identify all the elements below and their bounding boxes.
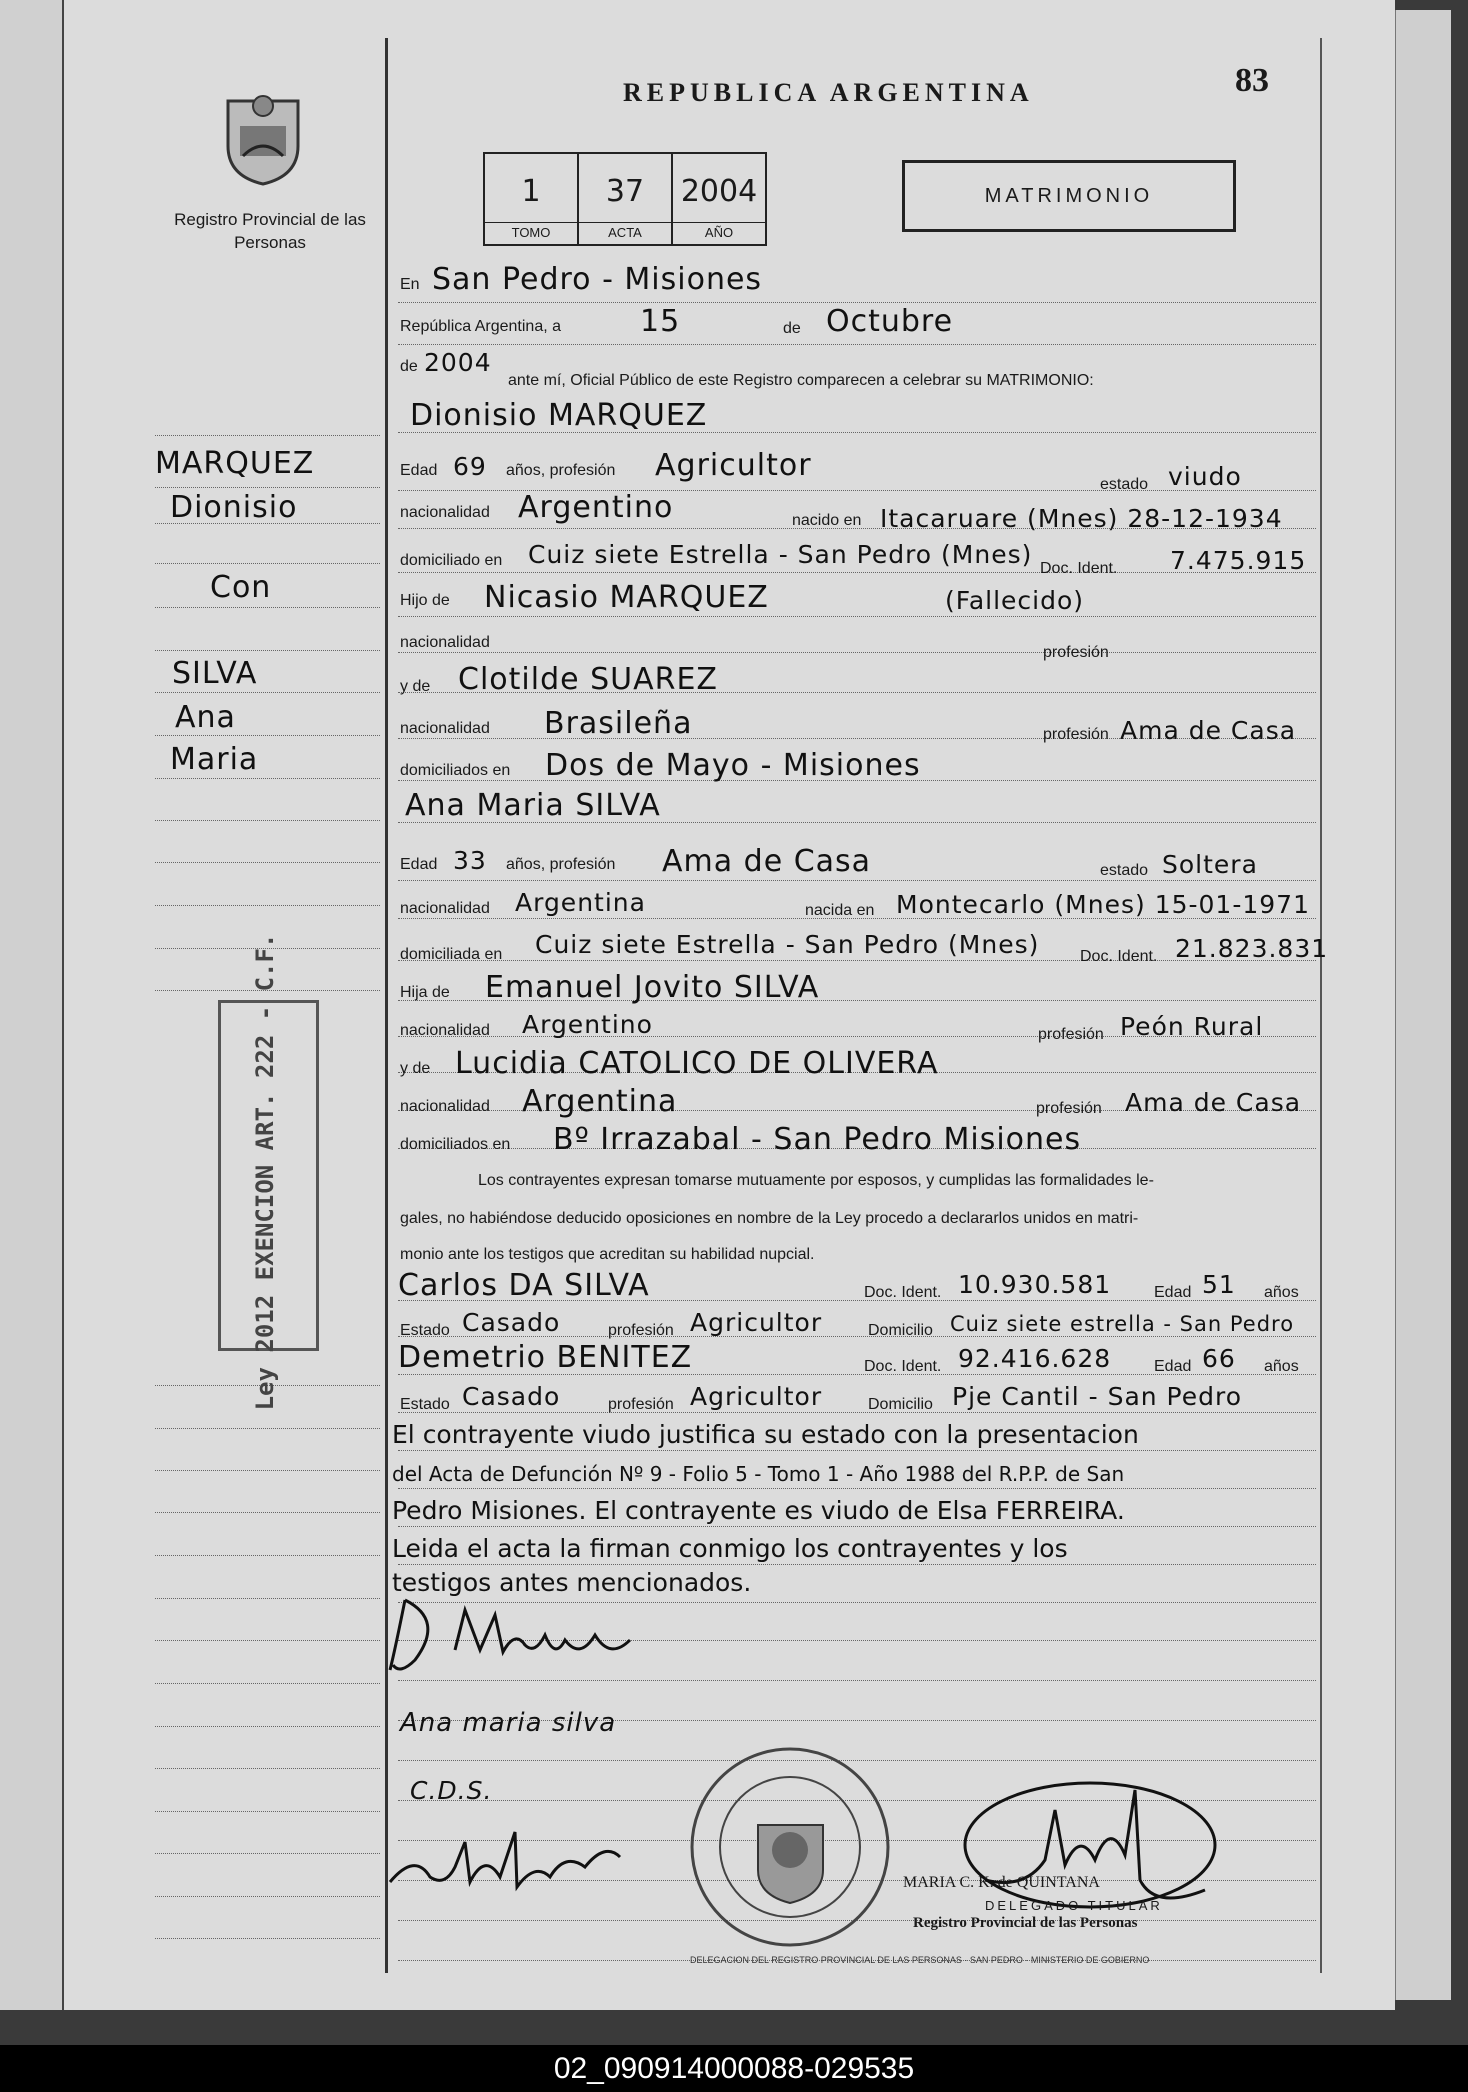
margin-rule — [155, 735, 380, 736]
label-nacido-en: nacido en — [792, 512, 862, 529]
label-edad: Edad — [400, 462, 438, 479]
margin-rule — [155, 1598, 380, 1599]
label-nacionalidad-f: nacionalidad — [400, 634, 490, 651]
label-domiciliados: domiciliados en — [400, 762, 511, 779]
label-profesion-f: profesión — [1043, 644, 1109, 661]
label-nacionalidad-m: nacionalidad — [400, 720, 490, 737]
label-de: de — [783, 320, 801, 337]
margin-rule — [155, 607, 380, 608]
form-rule — [398, 1680, 1316, 1681]
margin-rule — [155, 1640, 380, 1641]
month-value: Octubre — [826, 304, 954, 339]
groom-birth: Itacaruare (Mnes) 28-12-1934 — [880, 504, 1283, 533]
bride-nationality: Argentina — [515, 888, 646, 917]
label-y-de: y de — [400, 678, 431, 695]
label-nacionalidad-b: nacionalidad — [400, 900, 490, 917]
groom-mother: Clotilde SUAREZ — [458, 662, 718, 697]
witness2-age: 66 — [1202, 1344, 1236, 1373]
witness1-status: Casado — [462, 1308, 561, 1337]
official-name: MARIA C. K. de QUINTANA — [903, 1874, 1100, 1891]
page-stack-edge — [1395, 10, 1451, 2000]
groom-status: viudo — [1168, 462, 1242, 491]
tomo-cell — [485, 154, 579, 244]
margin-rule — [155, 1768, 380, 1769]
form-rule — [398, 880, 1316, 881]
witness1-doc: 10.930.581 — [958, 1270, 1112, 1299]
groom-mother-profession: Ama de Casa — [1120, 716, 1297, 745]
tomo-label: TOMO — [485, 222, 577, 240]
label-edad-w2: Edad — [1154, 1358, 1192, 1375]
form-rule — [398, 1488, 1316, 1489]
margin-rule — [155, 905, 380, 906]
acta-cell — [579, 154, 673, 244]
form-rule — [398, 1564, 1316, 1565]
witness1-domicile: Cuiz siete estrella - San Pedro — [950, 1312, 1295, 1336]
form-rule — [398, 302, 1316, 303]
anio-cell — [673, 154, 765, 244]
bride-age: 33 — [453, 846, 487, 875]
bride-father-nationality: Argentino — [522, 1010, 653, 1039]
seal-text: DELEGACION DEL REGISTRO PROVINCIAL DE LAS PERSONAS · SAN PEDRO · MINISTERIO DE GOBIERNO — [690, 1955, 1150, 1965]
witness2-doc: 92.416.628 — [958, 1344, 1112, 1373]
margin-rule — [155, 820, 380, 821]
margin-bride-name2: Maria — [170, 742, 259, 777]
form-rule — [398, 1450, 1316, 1451]
label-edad-w1: Edad — [1154, 1284, 1192, 1301]
declaration-line2: gales, no habiéndose deducido oposiciones en nombre de la Ley procedo a declararlos unidos en matri- — [400, 1210, 1139, 1227]
anio-value: 2004 — [680, 174, 758, 209]
label-hija-de: Hija de — [400, 984, 450, 1001]
groom-signature — [385, 1590, 645, 1680]
margin-rule — [155, 1811, 380, 1812]
registry-label: Registro Provincial de las Personas — [174, 210, 366, 252]
bride-domicile: Cuiz siete Estrella - San Pedro (Mnes) — [535, 930, 1040, 959]
bride-signature: Ana maria silva — [400, 1708, 617, 1738]
margin-rule — [155, 1555, 380, 1556]
label-nacionalidad: nacionalidad — [400, 504, 490, 521]
country-title: REPUBLICA ARGENTINA — [623, 78, 1034, 107]
bride-status: Soltera — [1162, 850, 1258, 879]
groom-name: Dionisio MARQUEZ — [410, 398, 708, 433]
margin-rule — [155, 1938, 380, 1939]
bride-father-profession: Peón Rural — [1120, 1012, 1264, 1041]
label-doc-ident: Doc. Ident. — [1040, 560, 1118, 577]
folio-number: 83 — [1235, 62, 1269, 99]
note-line4: Leida el acta la firman conmigo los contrayentes y los — [392, 1534, 1068, 1563]
groom-father: Nicasio MARQUEZ — [484, 580, 769, 615]
label-domicilio-w1: Domicilio — [868, 1322, 933, 1339]
place-value: San Pedro - Misiones — [432, 262, 763, 297]
record-number-box — [483, 152, 767, 246]
margin-rule — [155, 487, 380, 488]
margin-rule — [155, 1470, 380, 1471]
note-line1: El contrayente viudo justifica su estado con la presentacion — [392, 1420, 1139, 1449]
groom-parents-domicile: Dos de Mayo - Misiones — [545, 748, 921, 783]
image-caption: 02_090914000088-029535 — [0, 2045, 1468, 2092]
form-rule — [398, 1526, 1316, 1527]
label-estado: estado — [1100, 476, 1149, 493]
note-line2: del Acta de Defunción Nº 9 - Folio 5 - Tomo 1 - Año 1988 del R.P.P. de San — [392, 1462, 1125, 1486]
margin-rule — [155, 435, 380, 436]
margin-bride-surname: SILVA — [172, 656, 258, 691]
witness2-profession: Agricultor — [690, 1382, 823, 1411]
acta-value: 37 — [605, 174, 645, 209]
label-y-de-b: y de — [400, 1060, 431, 1077]
label-domicilio-w2: Domicilio — [868, 1396, 933, 1413]
label-profesion-m: profesión — [1043, 726, 1109, 743]
margin-rule — [155, 692, 380, 693]
form-rule — [398, 1412, 1316, 1413]
groom-age: 69 — [453, 452, 487, 481]
note-line3: Pedro Misiones. El contrayente es viudo de Elsa FERREIRA. — [392, 1496, 1125, 1525]
label-doc-ident-w2: Doc. Ident. — [864, 1358, 942, 1375]
margin-rule — [155, 1896, 380, 1897]
label-anos-w2: años — [1264, 1358, 1299, 1375]
label-profesion-w2: profesión — [608, 1396, 674, 1413]
groom-profession: Agricultor — [655, 448, 812, 483]
label-estado-b: estado — [1100, 862, 1149, 879]
bride-mother-profession: Ama de Casa — [1125, 1088, 1302, 1117]
label-anos-profesion: años, profesión — [506, 462, 616, 479]
bride-father: Emanuel Jovito SILVA — [485, 970, 820, 1005]
margin-rule — [155, 1512, 380, 1513]
label-edad-b: Edad — [400, 856, 438, 873]
margin-rule — [155, 778, 380, 779]
witness1-name: Carlos DA SILVA — [398, 1268, 650, 1303]
witness1-profession: Agricultor — [690, 1308, 823, 1337]
witness1-initials: C.D.S. — [410, 1776, 493, 1805]
bride-profession: Ama de Casa — [662, 844, 872, 879]
bride-mother: Lucidia CATOLICO DE OLIVERA — [455, 1046, 939, 1081]
margin-bride-name1: Ana — [175, 700, 236, 735]
margin-groom-surname: MARQUEZ — [155, 446, 315, 481]
official-seal — [688, 1745, 893, 1950]
label-domiciliado: domiciliado en — [400, 552, 503, 569]
provincial-shield-logo — [218, 86, 308, 186]
label-anos-w1: años — [1264, 1284, 1299, 1301]
label-nacida-en: nacida en — [805, 902, 875, 919]
year-value: 2004 — [424, 348, 492, 377]
right-border — [1320, 38, 1322, 1973]
margin-rule — [155, 650, 380, 651]
witness2-status: Casado — [462, 1382, 561, 1411]
label-de2: de — [400, 358, 418, 375]
exemption-stamp-text: Ley 2012 EXENCION ART. 222 - C.F. — [251, 933, 279, 1411]
witness2-name: Demetrio BENITEZ — [398, 1340, 693, 1375]
note-line5: testigos antes mencionados. — [392, 1568, 752, 1597]
margin-divider — [385, 38, 388, 1973]
groom-doc: 7.475.915 — [1170, 546, 1307, 575]
declaration-line3: monio ante los testigos que acreditan su habilidad nupcial. — [400, 1246, 815, 1263]
anio-label: AÑO — [673, 222, 765, 240]
witness2-domicile: Pje Cantil - San Pedro — [952, 1382, 1243, 1411]
label-profesion-bf: profesión — [1038, 1026, 1104, 1043]
label-nacionalidad-bm: nacionalidad — [400, 1098, 490, 1115]
margin-rule — [155, 1853, 380, 1854]
margin-rule — [155, 1428, 380, 1429]
official-title: DELEGADO TITULAR — [985, 1898, 1163, 1913]
margin-rule — [155, 1726, 380, 1727]
form-rule — [398, 652, 1316, 653]
label-estado-w2: Estado — [400, 1396, 450, 1413]
groom-father-note: (Fallecido) — [945, 586, 1085, 615]
form-rule — [398, 344, 1316, 345]
bride-doc: 21.823.831 — [1175, 934, 1329, 963]
record-type-box: MATRIMONIO — [902, 160, 1236, 232]
bride-mother-nationality: Argentina — [522, 1084, 678, 1119]
margin-groom-name: Dionisio — [170, 490, 298, 525]
witness1-age: 51 — [1202, 1270, 1236, 1299]
margin-rule — [155, 862, 380, 863]
binding-edge — [0, 0, 64, 2010]
label-republica: República Argentina, a — [400, 318, 561, 335]
bride-birth: Montecarlo (Mnes) 15-01-1971 — [896, 890, 1310, 919]
label-doc-ident-w1: Doc. Ident. — [864, 1284, 942, 1301]
bride-parents-domicile: Bº Irrazabal - San Pedro Misiones — [553, 1122, 1082, 1157]
acta-label: ACTA — [579, 222, 671, 240]
margin-con: Con — [210, 570, 272, 605]
label-anos-profesion-b: años, profesión — [506, 856, 616, 873]
label-nacionalidad-bf: nacionalidad — [400, 1022, 490, 1039]
witness2-signature — [385, 1822, 625, 1902]
label-en: En — [400, 276, 420, 293]
label-domiciliados-b: domiciliados en — [400, 1136, 511, 1153]
bride-name: Ana Maria SILVA — [405, 788, 661, 823]
label-profesion-bm: profesión — [1036, 1100, 1102, 1117]
day-value: 15 — [640, 304, 681, 339]
margin-rule — [155, 563, 380, 564]
label-doc-ident-b: Doc. Ident. — [1080, 948, 1158, 965]
label-domiciliada: domiciliada en — [400, 946, 503, 963]
label-estado-w1: Estado — [400, 1322, 450, 1339]
groom-domicile: Cuiz siete Estrella - San Pedro (Mnes) — [528, 540, 1033, 569]
groom-mother-nationality: Brasileña — [544, 706, 693, 741]
form-rule — [398, 616, 1316, 617]
groom-nationality: Argentino — [518, 490, 674, 525]
label-profesion-w1: profesión — [608, 1322, 674, 1339]
declaration-line1: Los contrayentes expresan tomarse mutuamente por esposos, y cumplidas las formalidades le- — [478, 1172, 1154, 1189]
margin-rule — [155, 1683, 380, 1684]
label-hijo-de: Hijo de — [400, 592, 450, 609]
official-registry: Registro Provincial de las Personas — [913, 1915, 1138, 1931]
label-ante-mi: ante mí, Oficial Público de este Registro comparecen a celebrar su MATRIMONIO: — [508, 372, 1094, 389]
tomo-value: 1 — [521, 174, 541, 209]
